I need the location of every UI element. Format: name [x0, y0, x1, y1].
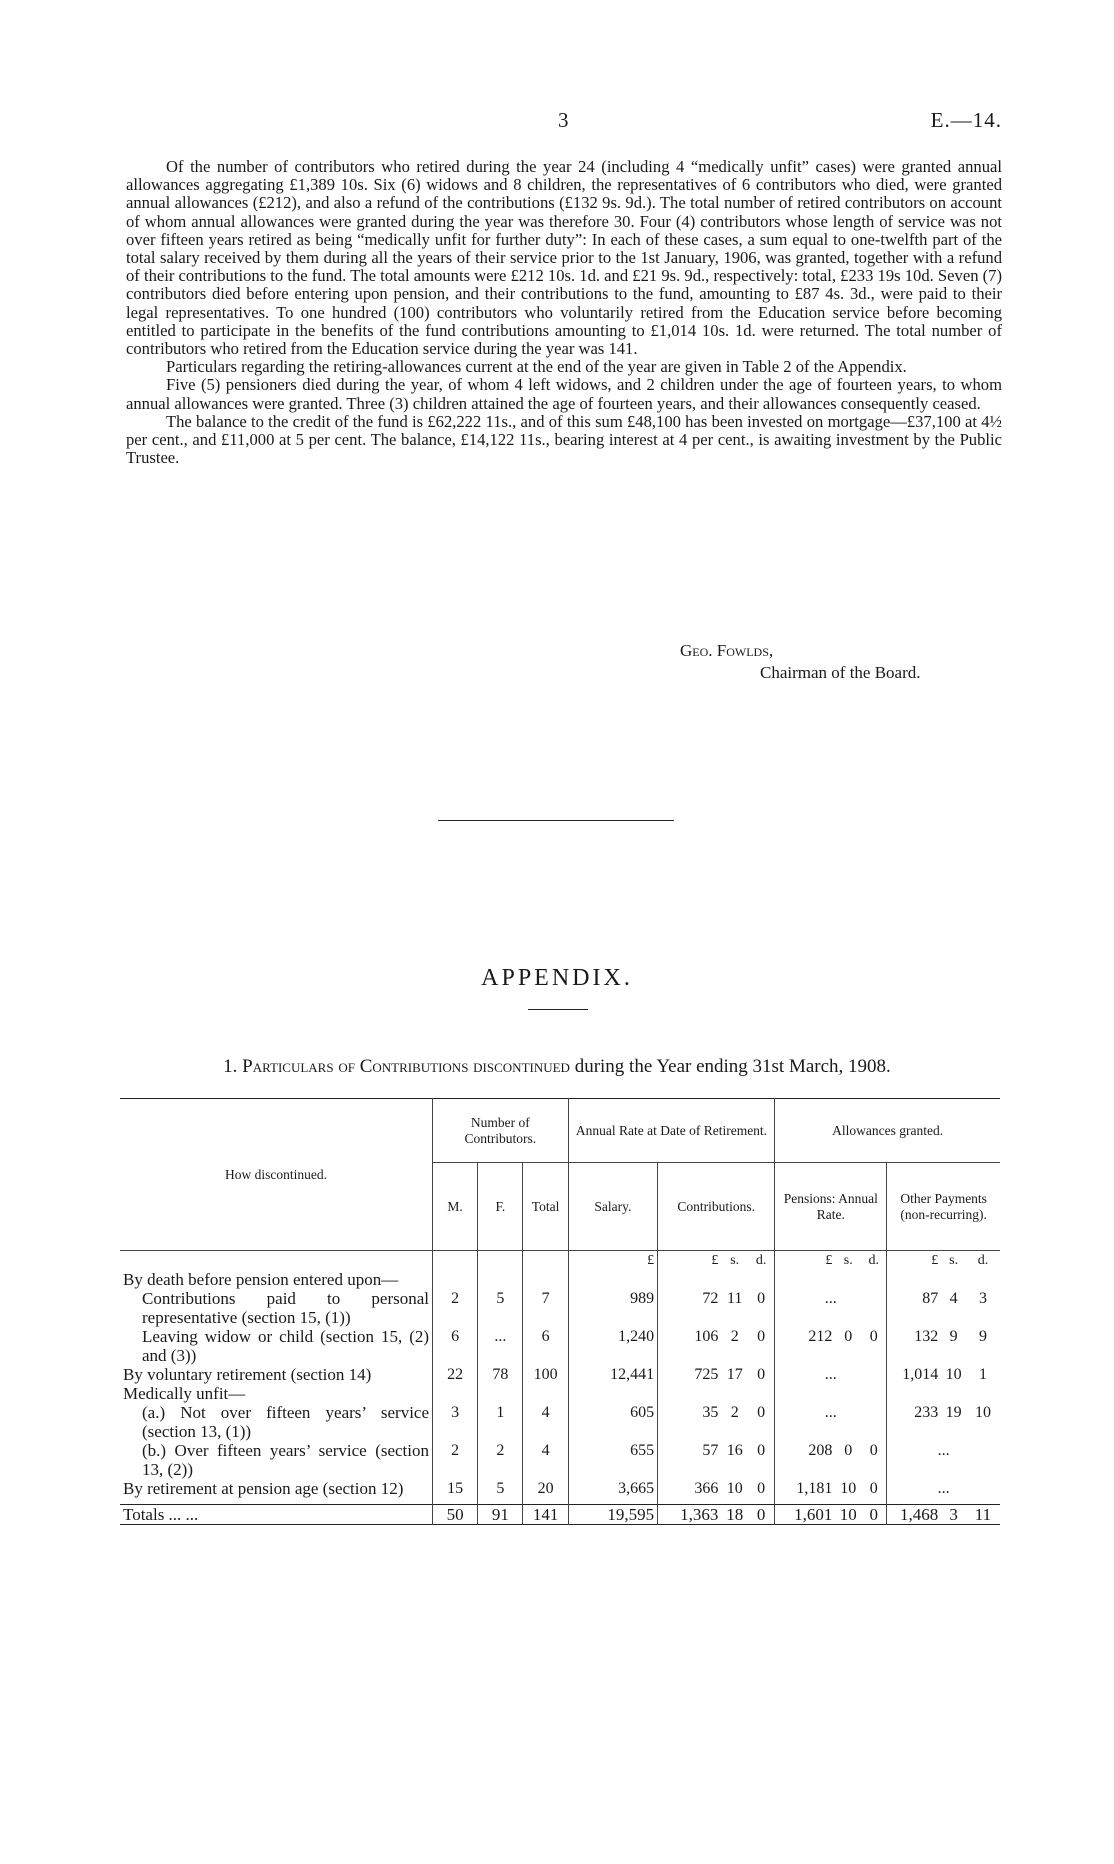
total-contrib-pence: 0: [748, 1505, 775, 1525]
cell-other-pence: 1: [978, 1366, 987, 1383]
total-f: 91: [478, 1505, 523, 1525]
cell-f: 5: [478, 1289, 523, 1327]
cell-contrib-shillings: 2: [730, 1404, 739, 1421]
cell-m: 2: [433, 1441, 478, 1479]
row-label: (a.) Not over fifteen years’ service (section 13, (1)): [142, 1403, 430, 1441]
cell-pension-pence: 0: [869, 1480, 878, 1497]
table-caption: [0, 1056, 1114, 1078]
row-label: (b.) Over fifteen years’ service (section 13, (2)): [142, 1441, 430, 1479]
row-label: Medically unfit—: [123, 1384, 246, 1403]
total-other-pounds: 1,468: [887, 1505, 941, 1525]
col-how-discontinued: How discontinued.: [225, 1166, 327, 1182]
unit-pound: £: [775, 1251, 836, 1271]
cell-other-pounds: 132: [887, 1327, 941, 1365]
cell-other-pence: 10: [974, 1404, 991, 1421]
unit-shillings: s.: [843, 1253, 853, 1268]
cell-total: 4: [523, 1403, 568, 1441]
cell-pension-shillings: 0: [844, 1442, 853, 1459]
cell-contrib-pounds: 72: [658, 1289, 722, 1327]
unit-pence: d.: [755, 1253, 767, 1268]
paragraph-balance: The balance to the credit of the fund is £62,222 11s., and of this sum £48,100 has been invested on mortgage—£37,100 at 4½ per cent., and £11,000 at 5 per cent. The balance, £14,122 11s., bearing interest at 4 per cent., is awaiting investment by the Public Trustee.: [126, 411, 1002, 468]
unit-pound: £: [658, 1251, 722, 1271]
cell-other: ...: [887, 1479, 1000, 1498]
table-row: [120, 1289, 1000, 1327]
total-pension-shillings: 10: [835, 1505, 861, 1525]
paragraph-pensioners: Five (5) pensioners died during the year, of whom 4 left widows, and 2 children under the age of fourteen years, to whom annual allowances were granted. Three (3) children attained the age of fourteen years, and their allowances consequently ceased.: [126, 375, 1002, 413]
col-other-payments: Other Payments (non-recurring).: [887, 1163, 1000, 1251]
table-row: [120, 1479, 1000, 1498]
cell-salary: 605: [568, 1403, 657, 1441]
paragraph-particulars: Particulars regarding the retiring-allowances current at the end of the year are given in Table 2 of the Appendix.: [166, 357, 907, 377]
cell-m: 3: [433, 1403, 478, 1441]
cell-f: 1: [478, 1403, 523, 1441]
total-m: 50: [433, 1505, 478, 1525]
cell-salary: 3,665: [568, 1479, 657, 1498]
report-body: [126, 158, 1002, 467]
paragraph-retirements: Of the number of contributors who retired during the year 24 (including 4 “medically unfit” cases) were granted annual allowances aggregating £1,389 10s. Six (6) widows and 8 children, the representatives of 6 contributors who died, were granted annual allowances (£212), and also a refund of the contributions (£132 9s. 9d.). The total number of retired contributors on account of whom annual allowances were granted during the year was therefore 30. Four (4) contributors whose length of service was not over fifteen years retired as being “medically unfit for further duty”: In each of these cases, a sum equal to one-twelfth part of the total salary received by them during all the years of their service prior to the 1st January, 1906, was granted, together with a refund of their contributions to the fund. The total amounts were £212 10s. 1d. and £21 9s. 9d., respectively: total, £233 19s 10d. Seven (7) contributors died before entering upon pension, and their contributions to the fund, amounting to £87 4s. 3d., were paid to their legal representatives. To one hundred (100) contributors who voluntarily retired from the Education service before becoming entitled to participate in the benefits of the fund contributions amounting to £1,014 10s. 1d. were returned. The total number of contributors who retired from the Education service during the year was 141.: [126, 157, 1002, 359]
col-salary: Salary.: [568, 1163, 657, 1251]
cell-salary: 1,240: [568, 1327, 657, 1365]
cell-contrib-pounds: 725: [658, 1365, 722, 1384]
total-other-pence: 11: [966, 1505, 1000, 1525]
table-row: [120, 1365, 1000, 1384]
cell-contrib-shillings: 2: [730, 1328, 739, 1345]
unit-pence: d.: [868, 1253, 879, 1268]
total-contrib-shillings: 18: [721, 1505, 748, 1525]
col-f: F.: [478, 1163, 523, 1251]
cell-other: ...: [887, 1441, 1000, 1479]
cell-other-pounds: 233: [887, 1403, 941, 1441]
cell-contrib-shillings: 11: [727, 1290, 743, 1307]
signatory-name: Geo. Fowlds,: [680, 641, 774, 660]
cell-salary: 989: [568, 1289, 657, 1327]
cell-other-shillings: 4: [949, 1290, 958, 1307]
cell-contrib-pounds: 366: [658, 1479, 722, 1498]
cell-pension-shillings: 0: [844, 1328, 853, 1345]
cell-salary: 655: [568, 1441, 657, 1479]
unit-pound: £: [887, 1251, 941, 1271]
table-row: [120, 1270, 1000, 1289]
cell-other-pounds: 1,014: [887, 1365, 941, 1384]
cell-m: 6: [433, 1327, 478, 1365]
unit-shillings: s.: [949, 1253, 959, 1268]
cell-salary: 12,441: [568, 1365, 657, 1384]
group-annual-rate: Annual Rate at Date of Retirement.: [568, 1099, 775, 1163]
group-number-contributors: Number of Contributors.: [433, 1099, 569, 1163]
cell-total: 4: [523, 1441, 568, 1479]
row-label: Contributions paid to personal representative (section 15, (1)): [142, 1289, 430, 1327]
table-row: [120, 1327, 1000, 1365]
totals-row: [120, 1505, 1000, 1525]
row-label: By retirement at pension age (section 12): [123, 1479, 404, 1498]
cell-contrib-pence: 0: [757, 1404, 766, 1421]
cell-contrib-shillings: 17: [726, 1366, 743, 1383]
signature-block: [680, 640, 921, 684]
cell-contrib-pence: 0: [757, 1290, 766, 1307]
cell-pension-pence: 0: [869, 1328, 878, 1345]
section-divider: [438, 820, 674, 821]
title-underline: [528, 1009, 588, 1010]
table-row: [120, 1384, 1000, 1403]
cell-other-shillings: 19: [945, 1404, 962, 1421]
cell-f: 2: [478, 1441, 523, 1479]
row-label: Leaving widow or child (section 15, (2) and (3)): [142, 1327, 430, 1365]
totals-label: Totals ... ...: [120, 1505, 433, 1525]
table-caption-rest: during the Year ending 31st March, 1908.: [569, 1056, 891, 1077]
cell-other-pounds: 87: [887, 1289, 941, 1327]
cell-total: 20: [523, 1479, 568, 1498]
row-label: By death before pension entered upon—: [123, 1270, 399, 1289]
cell-other-pence: 3: [978, 1290, 987, 1307]
cell-contrib-pounds: 106: [658, 1327, 722, 1365]
cell-contrib-pounds: 57: [658, 1441, 722, 1479]
cell-pension: ...: [775, 1289, 887, 1327]
table-row: [120, 1441, 1000, 1479]
unit-shillings: s.: [730, 1253, 740, 1268]
signatory-title: Chairman of the Board.: [760, 663, 921, 682]
cell-total: 7: [523, 1289, 568, 1327]
unit-pound: £: [568, 1251, 657, 1271]
total-pension-pence: 0: [861, 1505, 887, 1525]
table-row: [120, 1403, 1000, 1441]
unit-pence: d.: [977, 1253, 989, 1268]
col-m: M.: [433, 1163, 478, 1251]
col-pensions: Pensions: Annual Rate.: [775, 1163, 887, 1251]
group-allowances: Allowances granted.: [775, 1099, 1000, 1163]
cell-pension-pounds: 212: [775, 1327, 836, 1365]
cell-other-shillings: 9: [949, 1328, 958, 1345]
cell-pension-pounds: 208: [775, 1441, 836, 1479]
page-number: 3: [558, 108, 569, 132]
cell-contrib-pounds: 35: [658, 1403, 722, 1441]
col-total: Total: [523, 1163, 568, 1251]
cell-f: 78: [478, 1365, 523, 1384]
cell-total: 6: [523, 1327, 568, 1365]
total-total: 141: [523, 1505, 568, 1525]
cell-m: 2: [433, 1289, 478, 1327]
cell-pension-pence: 0: [869, 1442, 878, 1459]
cell-contrib-pence: 0: [757, 1442, 766, 1459]
appendix-title: APPENDIX.: [481, 965, 633, 991]
cell-m: 15: [433, 1479, 478, 1498]
cell-contrib-pence: 0: [757, 1480, 766, 1497]
cell-contrib-pence: 0: [757, 1328, 766, 1345]
cell-pension: ...: [775, 1403, 887, 1441]
cell-pension: ...: [775, 1365, 887, 1384]
cell-f: ...: [478, 1327, 523, 1365]
document-reference: E.—14.: [930, 108, 1002, 132]
cell-contrib-pence: 0: [757, 1366, 766, 1383]
row-label: By voluntary retirement (section 14): [123, 1365, 372, 1384]
col-contributions: Contributions.: [658, 1163, 775, 1251]
cell-other-shillings: 10: [945, 1366, 962, 1383]
cell-pension-shillings: 10: [840, 1480, 857, 1497]
total-other-shillings: 3: [941, 1505, 966, 1525]
total-salary: 19,595: [568, 1505, 657, 1525]
cell-m: 22: [433, 1365, 478, 1384]
total-pension-pounds: 1,601: [775, 1505, 836, 1525]
cell-f: 5: [478, 1479, 523, 1498]
cell-contrib-shillings: 16: [726, 1442, 743, 1459]
cell-contrib-shillings: 10: [726, 1480, 743, 1497]
table-caption-smallcaps: 1. Particulars of Contributions discontinued: [223, 1056, 570, 1077]
cell-pension-pounds: 1,181: [775, 1479, 836, 1498]
cell-other-pence: 9: [978, 1328, 987, 1345]
cell-total: 100: [523, 1365, 568, 1384]
total-contrib-pounds: 1,363: [658, 1505, 722, 1525]
contributions-discontinued-table: [120, 1098, 1000, 1525]
